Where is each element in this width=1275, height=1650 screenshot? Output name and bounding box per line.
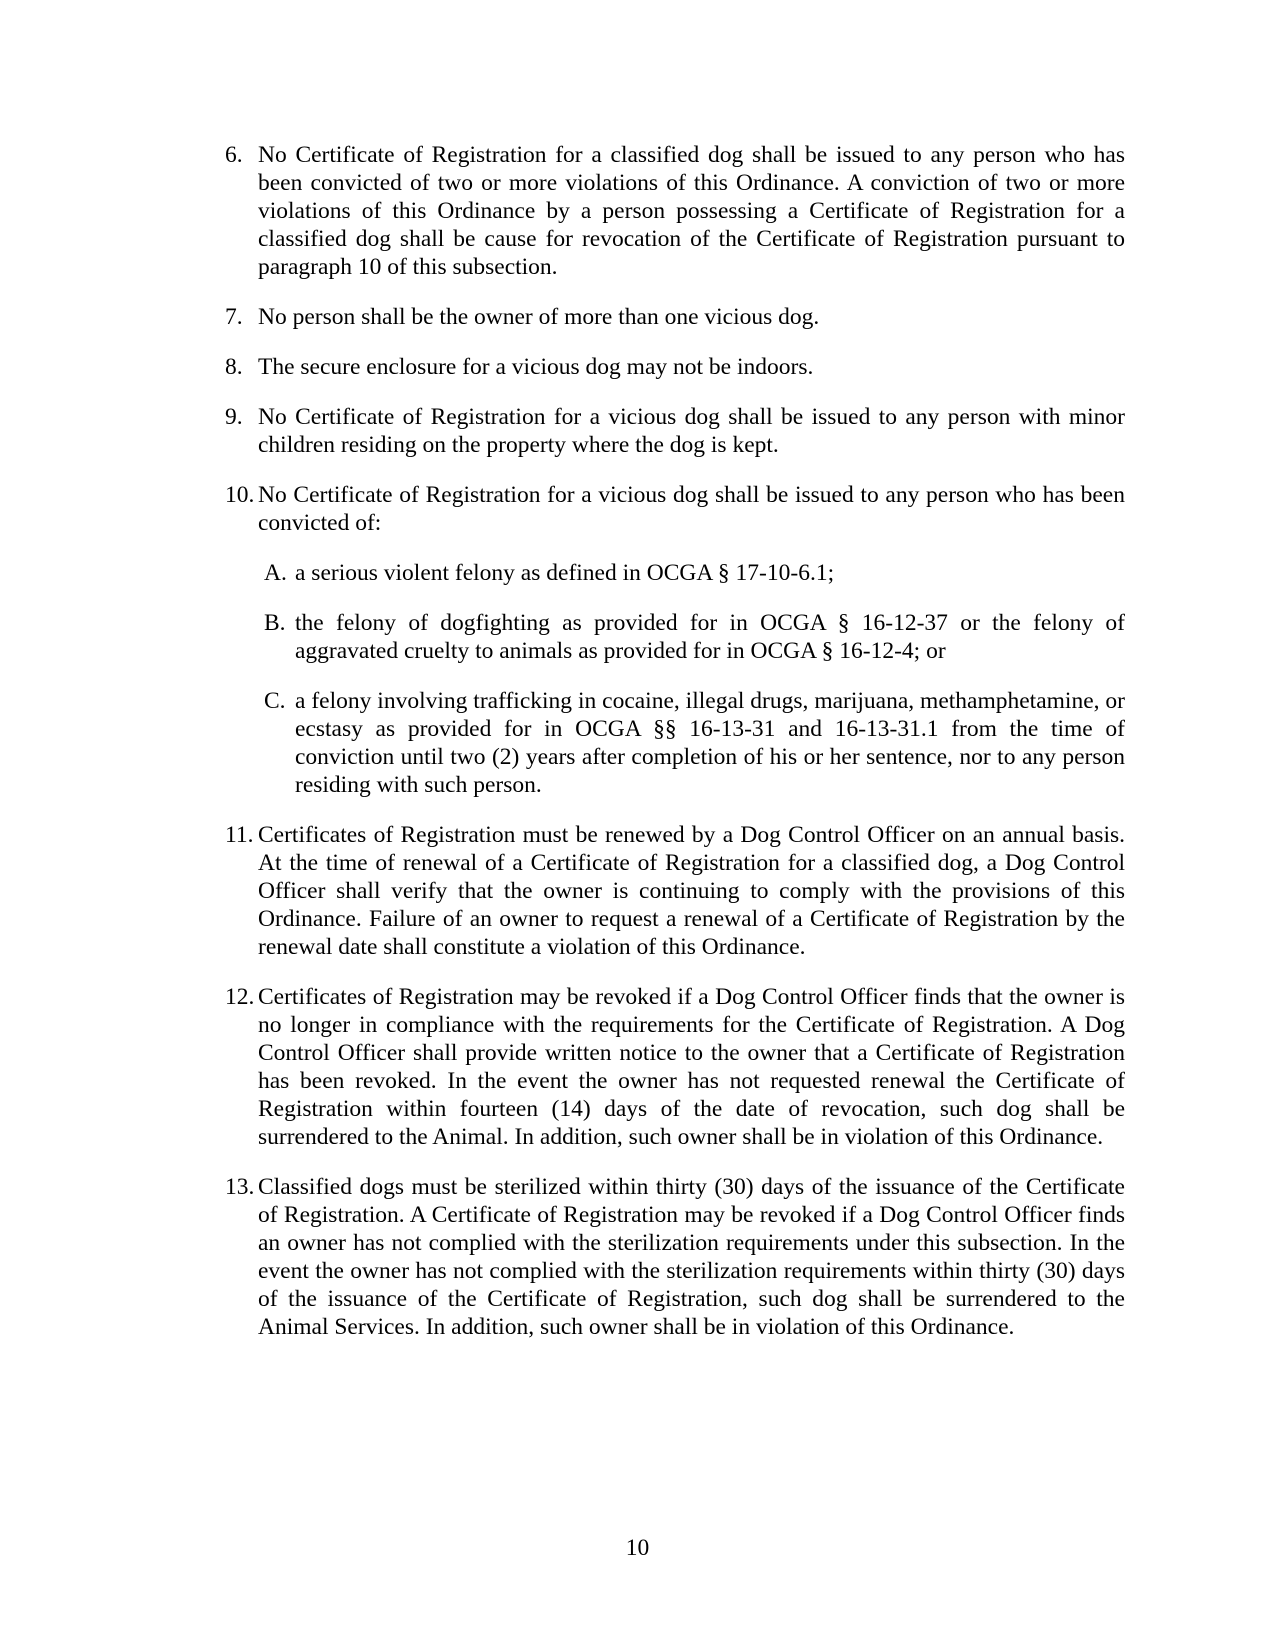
item-text: No Certificate of Registration for a vicious dog shall be issued to any person who has been convicted of: xyxy=(258,482,1125,536)
list-subitem-a xyxy=(264,559,1125,587)
item-number: 8. xyxy=(225,354,243,380)
item-number: 11. xyxy=(225,822,254,848)
item-text: Certificates of Registration must be renewed by a Dog Control Officer on an annual basis. At the time of renewal of a Certificate of Registration for a classified dog, a Dog Control Officer shall verify that the owner is continuing to comply with the provisions of this Ordinance. Failure of an owner to request a renewal of a Certificate of Registration by the renewal date shall constitute a violation of this Ordinance. xyxy=(258,822,1125,960)
item-text: The secure enclosure for a vicious dog may not be indoors. xyxy=(258,354,814,380)
item-letter: C. xyxy=(264,688,286,714)
list-item-6 xyxy=(225,141,1125,281)
item-text: a serious violent felony as defined in OCGA § 17-10-6.1; xyxy=(295,560,835,586)
item-letter: A. xyxy=(264,560,287,586)
item-number: 13. xyxy=(225,1174,255,1200)
item-number: 7. xyxy=(225,304,243,330)
list-subitem-c xyxy=(264,687,1125,799)
list-item-13 xyxy=(225,1173,1125,1341)
document-body xyxy=(225,141,1125,1363)
list-item-8 xyxy=(225,353,1125,381)
list-subitem-b xyxy=(264,609,1125,665)
item-text: No Certificate of Registration for a classified dog shall be issued to any person who has been convicted of two or more violations of this Ordinance. A conviction of two or more violations of this Ordinance by a person possessing a Certificate of Registration for a classified dog shall be cause for revocation of the Certificate of Registration pursuant to paragraph 10 of this subsection. xyxy=(258,142,1125,280)
item-number: 10. xyxy=(225,482,255,508)
item-text: the felony of dogfighting as provided for in OCGA § 16-12-37 or the felony of aggravated cruelty to animals as provided for in OCGA § 16-12-4; or xyxy=(295,610,1125,664)
item-text: Certificates of Registration may be revoked if a Dog Control Officer finds that the owner is no longer in compliance with the requirements for the Certificate of Registration. A Dog Control Officer shall provide written notice to the owner that a Certificate of Registration has been revoked. In the event the owner has not requested renewal the Certificate of Registration within fourteen (14) days of the date of revocation, such dog shall be surrendered to the Animal. In addition, such owner shall be in violation of this Ordinance. xyxy=(258,984,1125,1150)
item-number: 9. xyxy=(225,404,243,430)
list-item-9 xyxy=(225,403,1125,459)
item-letter: B. xyxy=(264,610,286,636)
page-number: 10 xyxy=(625,1535,650,1561)
item-text: a felony involving trafficking in cocaine, illegal drugs, marijuana, methamphetamine, or ecstasy as provided for in OCGA §§ 16-13-31 and 16-13-31.1 from the time of conviction until two (2) years after completion of his or her sentence, nor to any person residing with such person. xyxy=(295,688,1125,798)
item-text: Classified dogs must be sterilized within thirty (30) days of the issuance of the Certificate of Registration. A Certificate of Registration may be revoked if a Dog Control Officer finds an owner has not complied with the sterilization requirements under this subsection. In the event the owner has not complied with the sterilization requirements within thirty (30) days of the issuance of the Certificate of Registration, such dog shall be surrendered to the Animal Services. In addition, such owner shall be in violation of this Ordinance. xyxy=(258,1174,1125,1340)
list-item-11 xyxy=(225,821,1125,961)
list-item-12 xyxy=(225,983,1125,1151)
item-number: 6. xyxy=(225,142,243,168)
item-text: No Certificate of Registration for a vicious dog shall be issued to any person with minor children residing on the property where the dog is kept. xyxy=(258,404,1125,458)
list-item-7 xyxy=(225,303,1125,331)
item-number: 12. xyxy=(225,984,255,1010)
list-item-10 xyxy=(225,481,1125,537)
item-text: No person shall be the owner of more than one vicious dog. xyxy=(258,304,820,330)
